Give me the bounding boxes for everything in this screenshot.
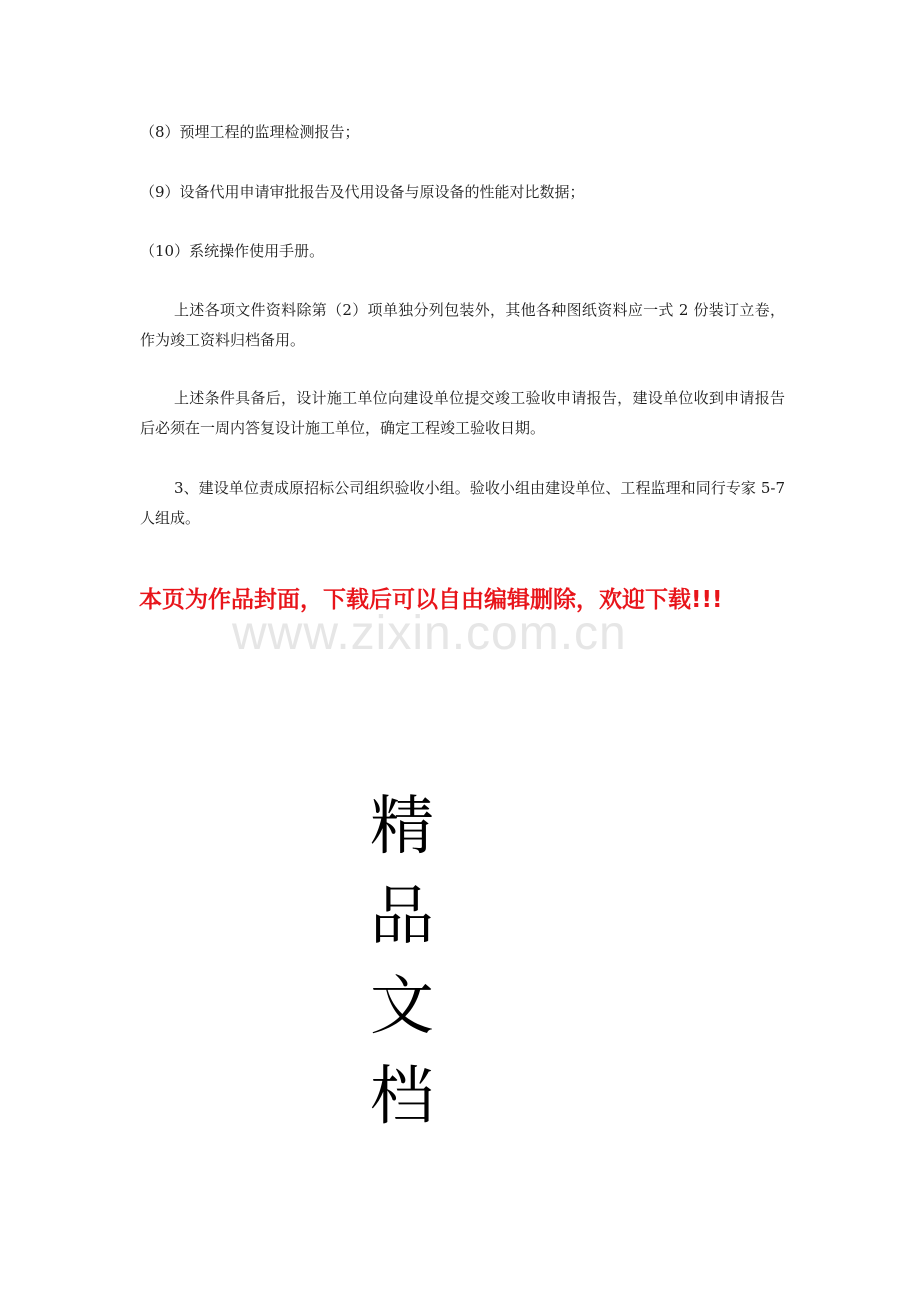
- list-item-9: （9）设备代用申请审批报告及代用设备与原设备的性能对比数据；: [140, 183, 585, 201]
- list-item-8: （8）预埋工程的监理检测报告；: [140, 123, 360, 141]
- watermark-text: www.zixin.com.cn: [232, 607, 627, 660]
- cover-title-char: 档: [370, 1060, 434, 1134]
- cover-title: [362, 782, 442, 1142]
- paragraph-archive: 上述各项文件资料除第（2）项单独分列包装外，其他各种图纸资料应一式 2 份装订立卷，作为竣工资料归档备用。: [140, 301, 785, 349]
- paragraph-committee: 3、建设单位责成原招标公司组织验收小组。验收小组由建设单位、工程监理和同行专家 5-7 人组成。: [140, 479, 785, 527]
- cover-title-char: 精: [370, 790, 434, 864]
- paragraph-application: 上述条件具备后，设计施工单位向建设单位提交竣工验收申请报告，建设单位收到申请报告后必须在一周内答复设计施工单位，确定工程竣工验收日期。: [140, 389, 785, 437]
- cover-notice: 本页为作品封面，下载后可以自由编辑删除，欢迎下载!!!: [139, 587, 723, 613]
- list-item-10: （10）系统操作使用手册。: [140, 242, 325, 260]
- cover-title-char: 文: [370, 970, 434, 1044]
- cover-title-char: 品: [370, 880, 434, 954]
